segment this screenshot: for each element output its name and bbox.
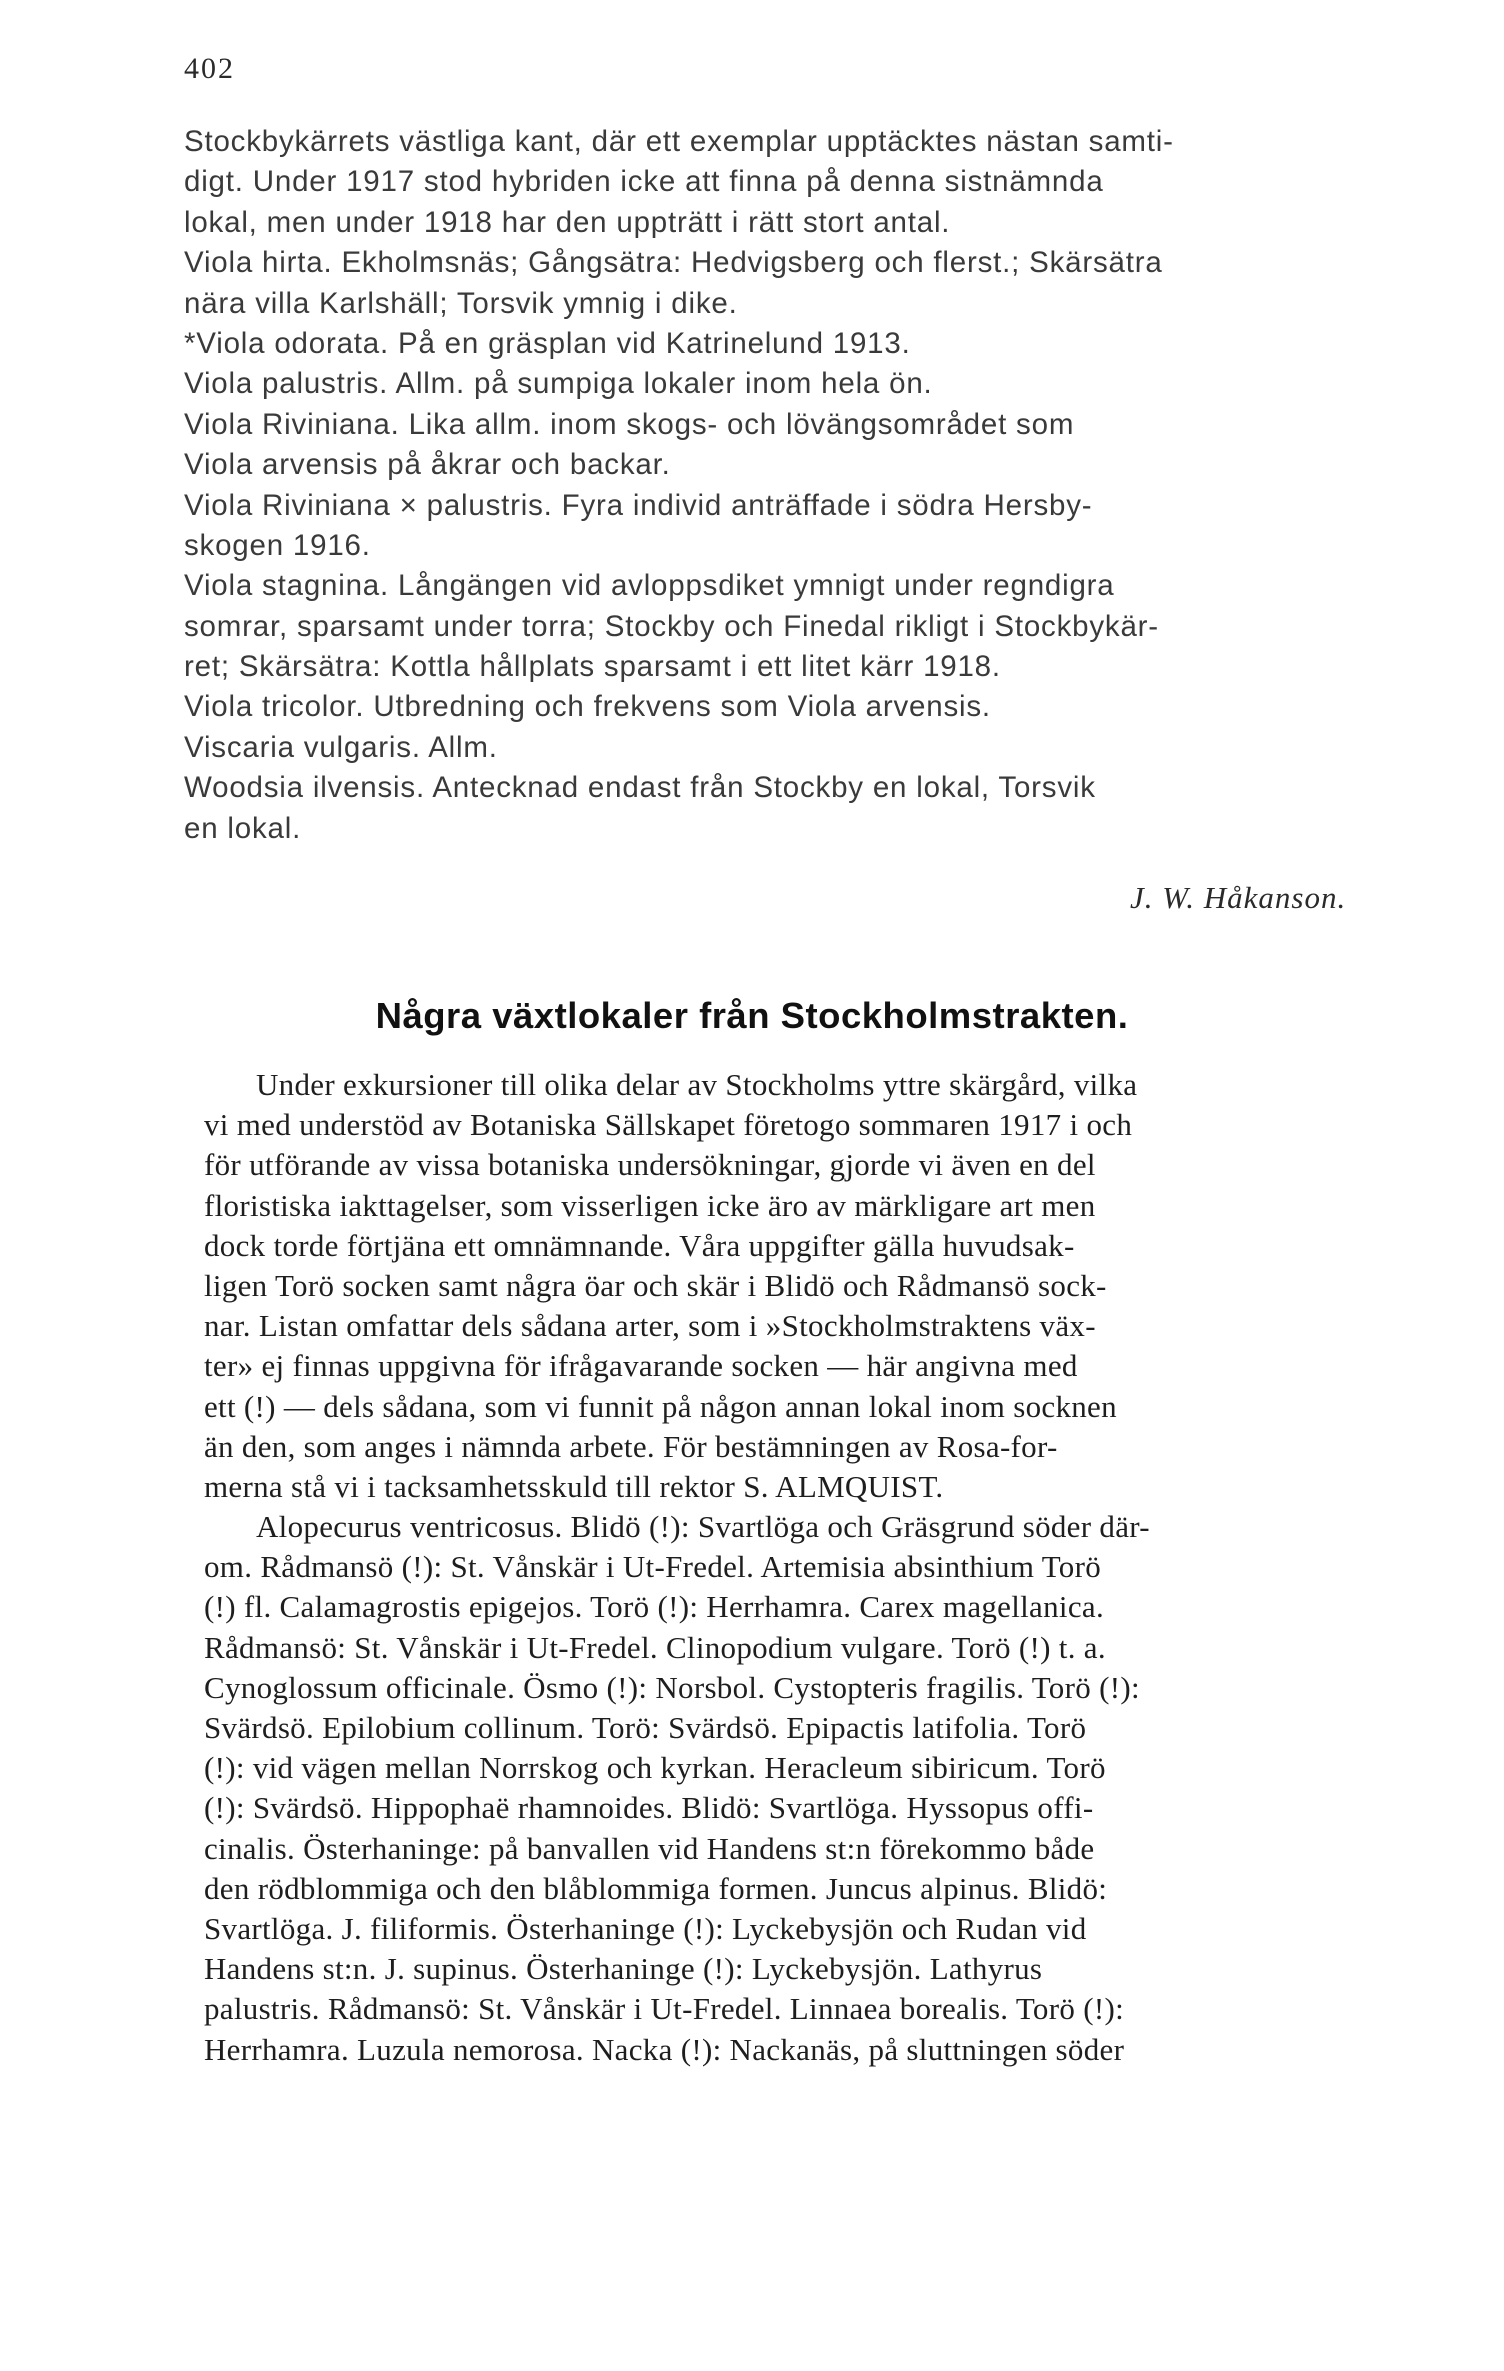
text-line: ret; Skärsätra: Kottla hållplats sparsamt i ett litet kärr 1918. <box>184 650 1001 684</box>
article-body <box>206 1065 1474 2070</box>
text-line: Rådmansö: St. Vånskär i Ut-Fredel. Clinopodium vulgare. Torö (!) t. a. <box>204 1629 1106 1665</box>
author-signature: J. W. Håkanson. <box>1130 880 1347 915</box>
text-line: *Viola odorata. På en gräsplan vid Katrinelund 1913. <box>184 326 911 360</box>
text-line: floristiska iakttagelser, som visserligen icke äro av märkligare art men <box>204 1187 1096 1223</box>
page-number: 402 <box>184 52 235 85</box>
text-line: Svärdsö. Epilobium collinum. Torö: Svärdsö. Epipactis latifolia. Torö <box>204 1710 1087 1745</box>
text-line: Viola palustris. Allm. på sumpiga lokaler inom hela ön. <box>184 367 933 401</box>
text-line: än den, som anges i nämnda arbete. För bestämningen av Rosa-for- <box>204 1428 1058 1464</box>
text-line: skogen 1916. <box>184 528 371 562</box>
text-line: Alopecurus ventricosus. Blidö (!): Svartlöga och Gräsgrund söder där- <box>256 1509 1150 1545</box>
text-line: Stockbykärrets västliga kant, där ett exemplar upptäcktes nästan samti- <box>184 125 1174 158</box>
text-line: Viola Riviniana. Lika allm. inom skogs- och lövängsområdet som <box>184 407 1075 441</box>
text-line: Handens st:n. J. supinus. Österhaninge (!): Lyckebysjön. Lathyrus <box>204 1951 1043 1987</box>
text-line: (!) fl. Calamagrostis epigejos. Torö (!): Herrhamra. Carex magellanica. <box>204 1589 1105 1625</box>
text-line: ligen Torö socken samt några öar och skär i Blidö och Rådmansö sock- <box>204 1267 1107 1303</box>
article-title: Några växtlokaler från Stockholmstrakten. <box>375 995 1129 1036</box>
text-line: Viscaria vulgaris. Allm. <box>184 730 498 764</box>
text-line: Viola stagnina. Långängen vid avloppsdiket ymnigt under regndigra <box>184 569 1115 603</box>
text-line: nära villa Karlshäll; Torsvik ymnig i dike. <box>184 286 738 320</box>
text-line: Cynoglossum officinale. Ösmo (!): Norsbol. Cystopteris fragilis. Torö (!): <box>204 1669 1140 1705</box>
text-line: ter» ej finnas uppgivna för ifrågavarande socken — här angivna med <box>204 1348 1078 1384</box>
text-line: somrar, sparsamt under torra; Stockby och Finedal rikligt i Stockbykär- <box>184 609 1159 643</box>
text-line: nar. Listan omfattar dels sådana arter, som i »Stockholmstraktens väx- <box>204 1308 1096 1344</box>
text-line: Viola Riviniana × palustris. Fyra individ anträffade i södra Hersby- <box>184 488 1093 522</box>
continued-species-list <box>184 122 1472 849</box>
text-line: en lokal. <box>184 811 302 845</box>
text-line: den rödblommiga och den blåblommiga formen. Juncus alpinus. Blidö: <box>204 1870 1108 1906</box>
text-line: Woodsia ilvensis. Antecknad endast från Stockby en lokal, Torsvik <box>184 771 1096 805</box>
text-line: Viola tricolor. Utbredning och frekvens som Viola arvensis. <box>184 690 991 724</box>
text-line: (!): vid vägen mellan Norrskog och kyrkan. Heracleum sibiricum. Torö <box>204 1750 1106 1786</box>
text-line: lokal, men under 1918 har den uppträtt i rätt stort antal. <box>184 205 951 239</box>
text-line: dock torde förtjäna ett omnämnande. Våra uppgifter gälla huvudsak- <box>204 1227 1075 1263</box>
text-line: digt. Under 1917 stod hybriden icke att finna på denna sistnämnda <box>184 165 1104 199</box>
text-line: Viola hirta. Ekholmsnäs; Gångsätra: Hedvigsberg och flerst.; Skärsätra <box>184 246 1163 280</box>
text-line: Viola arvensis på åkrar och backar. <box>184 448 671 482</box>
text-line: för utförande av vissa botaniska undersökningar, gjorde vi även en del <box>204 1147 1096 1183</box>
text-line: om. Rådmansö (!): St. Vånskär i Ut-Fredel. Artemisia absinthium Torö <box>204 1549 1102 1585</box>
text-line: Svartlöga. J. filiformis. Österhaninge (!): Lyckebysjön och Rudan vid <box>204 1910 1087 1946</box>
text-line: vi med understöd av Botaniska Sällskapet företogo sommaren 1917 i och <box>204 1107 1133 1143</box>
text-line: (!): Svärdsö. Hippophaë rhamnoides. Blidö: Svartlöga. Hyssopus offi- <box>204 1790 1094 1826</box>
text-line: merna stå vi i tacksamhetsskuld till rektor S. ALMQUIST. <box>204 1468 944 1504</box>
text-line: cinalis. Österhaninge: på banvallen vid Handens st:n förekommo både <box>204 1830 1095 1866</box>
text-line: Herrhamra. Luzula nemorosa. Nacka (!): Nackanäs, på sluttningen söder <box>204 2031 1125 2067</box>
text-line: ett (!) — dels sådana, som vi funnit på någon annan lokal inom socknen <box>204 1388 1117 1424</box>
text-line: palustris. Rådmansö: St. Vånskär i Ut-Fredel. Linnaea borealis. Torö (!): <box>204 1991 1124 2027</box>
text-line: Under exkursioner till olika delar av Stockholms yttre skärgård, vilka <box>256 1067 1138 1102</box>
